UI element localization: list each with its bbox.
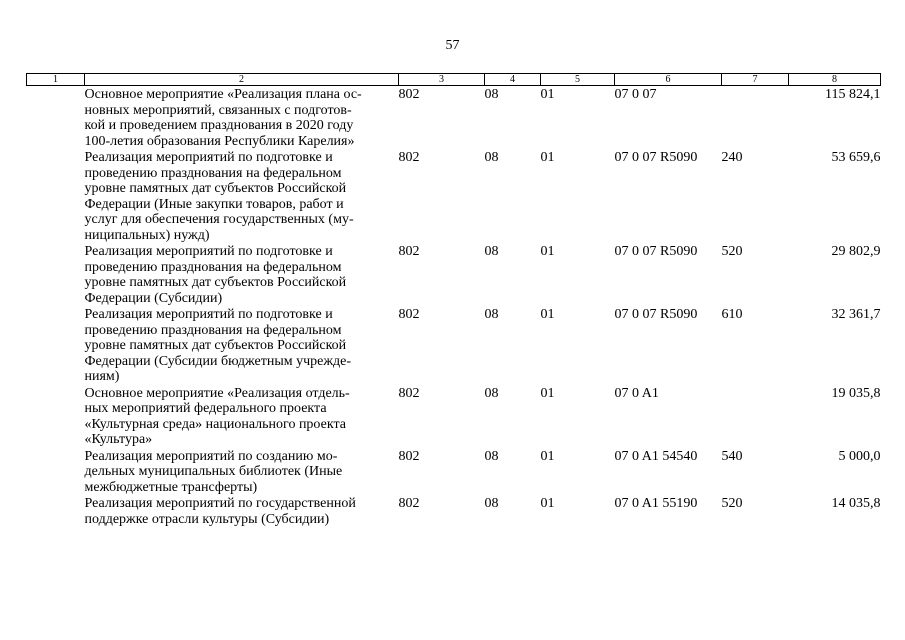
- table-row: [27, 306, 881, 385]
- item-name-line: ниципальных) нужд): [84, 227, 210, 243]
- item-name-line: Реализация мероприятий по созданию мо-: [84, 448, 338, 464]
- item-name-cell: [85, 243, 399, 306]
- table-row: [27, 448, 881, 496]
- ministry-code-cell: 802: [398, 87, 420, 102]
- subsection-code-cell: 01: [540, 385, 555, 401]
- item-name-line: Реализация мероприятий по подготовке и: [84, 150, 333, 165]
- section-code-cell: 08: [484, 244, 499, 259]
- header-cell-3: 3: [399, 74, 485, 86]
- amount-cell: 32 361,7: [831, 307, 881, 322]
- item-name-line: новных мероприятий, связанных с подготов-: [84, 102, 352, 118]
- item-name-line: межбюджетные трансферты): [84, 479, 258, 495]
- item-name-line: Федерации (Иные закупки товаров, работ и: [84, 196, 344, 212]
- item-name-line: уровне памятных дат субъектов Российской: [84, 275, 347, 290]
- table-row: [27, 495, 881, 527]
- ministry-code-cell: 802: [398, 307, 420, 322]
- item-name-line: уровне памятных дат субъектов Российской: [84, 338, 347, 353]
- expense-type-cell: 610: [721, 307, 743, 322]
- section-code-cell: 08: [484, 307, 499, 322]
- target-article-cell: 07 0 A1: [614, 385, 659, 401]
- row-number-cell: [27, 86, 85, 150]
- item-name-line: Реализация мероприятий по подготовке и: [84, 307, 333, 322]
- item-name-cell: [85, 385, 399, 448]
- ministry-code-cell: 802: [398, 385, 420, 401]
- row-number-cell: [27, 385, 85, 448]
- item-name-line: дельных муниципальных библиотек (Иные: [84, 464, 343, 479]
- item-name-line: «Культурная среда» национального проекта: [84, 416, 346, 432]
- item-name-cell: [85, 149, 399, 243]
- table-row: [27, 149, 881, 243]
- item-name-line: Федерации (Субсидии бюджетным учрежде-: [84, 353, 352, 369]
- item-name-line: Реализация мероприятий по государственной: [84, 496, 356, 511]
- page-number: 57: [445, 38, 460, 53]
- target-article-cell: 07 0 07 R5090: [614, 150, 698, 165]
- section-code-cell: 08: [484, 150, 499, 165]
- header-cell-4: 4: [485, 74, 541, 86]
- target-article-cell: 07 0 07 R5090: [614, 307, 698, 322]
- item-name-line: ных мероприятий федерального проекта: [84, 401, 327, 416]
- item-name-line: уровне памятных дат субъектов Российской: [84, 181, 347, 196]
- expense-type-cell: [722, 86, 789, 150]
- row-number-cell: [27, 306, 85, 385]
- ministry-code-cell: 802: [398, 448, 420, 464]
- item-name-line: поддержке отрасли культуры (Субсидии): [84, 511, 330, 527]
- item-name-cell: [85, 448, 399, 496]
- target-article-cell: 07 0 A1 55190: [614, 496, 698, 511]
- item-name-line: 100-летия образования Республики Карелия»: [84, 133, 355, 149]
- header-cell-8: 8: [789, 74, 881, 86]
- item-name-line: проведению празднования на федеральном: [84, 322, 342, 338]
- amount-cell: 14 035,8: [831, 496, 881, 511]
- amount-cell: 29 802,9: [831, 244, 881, 259]
- header-cell-7: 7: [722, 74, 789, 86]
- target-article-cell: 07 0 07 R5090: [614, 244, 698, 259]
- item-name-cell: [85, 306, 399, 385]
- table-body: [27, 86, 881, 528]
- expense-type-cell: 540: [721, 448, 743, 464]
- item-name-line: Реализация мероприятий по подготовке и: [84, 244, 333, 259]
- section-code-cell: 08: [484, 448, 499, 464]
- header-cell-2: 2: [85, 74, 399, 86]
- expense-type-cell: [722, 385, 789, 448]
- item-name-line: кой и проведением празднования в 2020 году: [84, 118, 354, 133]
- subsection-code-cell: 01: [540, 307, 555, 322]
- item-name-line: услуг для обеспечения государственных (му-: [84, 212, 354, 227]
- row-number-cell: [27, 495, 85, 527]
- subsection-code-cell: 01: [540, 87, 555, 102]
- expense-type-cell: 520: [721, 496, 743, 511]
- ministry-code-cell: 802: [398, 150, 420, 165]
- header-cell-6: 6: [615, 74, 722, 86]
- amount-cell: 19 035,8: [831, 385, 881, 401]
- ministry-code-cell: 802: [398, 244, 420, 259]
- item-name-line: «Культура»: [84, 432, 153, 447]
- row-number-cell: [27, 243, 85, 306]
- budget-table: [26, 73, 881, 527]
- item-name-cell: [85, 86, 399, 150]
- row-number-cell: [27, 149, 85, 243]
- table-row: [27, 86, 881, 150]
- column-number-header: [27, 74, 881, 86]
- subsection-code-cell: 01: [540, 496, 555, 511]
- section-code-cell: 08: [484, 496, 499, 511]
- target-article-cell: 07 0 07: [614, 87, 657, 102]
- ministry-code-cell: 802: [398, 496, 420, 511]
- item-name-line: проведению празднования на федеральном: [84, 165, 342, 181]
- target-article-cell: 07 0 A1 54540: [614, 448, 698, 464]
- amount-cell: 53 659,6: [831, 150, 881, 165]
- row-number-cell: [27, 448, 85, 496]
- item-name-line: Основное мероприятие «Реализация плана ос-: [84, 87, 362, 102]
- amount-cell: 115 824,1: [825, 87, 881, 102]
- item-name-line: ниям): [84, 369, 120, 384]
- subsection-code-cell: 01: [540, 150, 555, 165]
- subsection-code-cell: 01: [540, 448, 555, 464]
- table-row: [27, 243, 881, 306]
- item-name-line: Федерации (Субсидии): [84, 290, 223, 306]
- item-name-line: Основное мероприятие «Реализация отдель-: [84, 385, 350, 401]
- header-cell-1: 1: [27, 74, 85, 86]
- section-code-cell: 08: [484, 385, 499, 401]
- expense-type-cell: 240: [721, 150, 743, 165]
- table-row: [27, 385, 881, 448]
- amount-cell: 5 000,0: [838, 448, 881, 464]
- expense-type-cell: 520: [721, 244, 743, 259]
- item-name-cell: [85, 495, 399, 527]
- header-cell-5: 5: [541, 74, 615, 86]
- subsection-code-cell: 01: [540, 244, 555, 259]
- section-code-cell: 08: [484, 87, 499, 102]
- item-name-line: проведению празднования на федеральном: [84, 259, 342, 275]
